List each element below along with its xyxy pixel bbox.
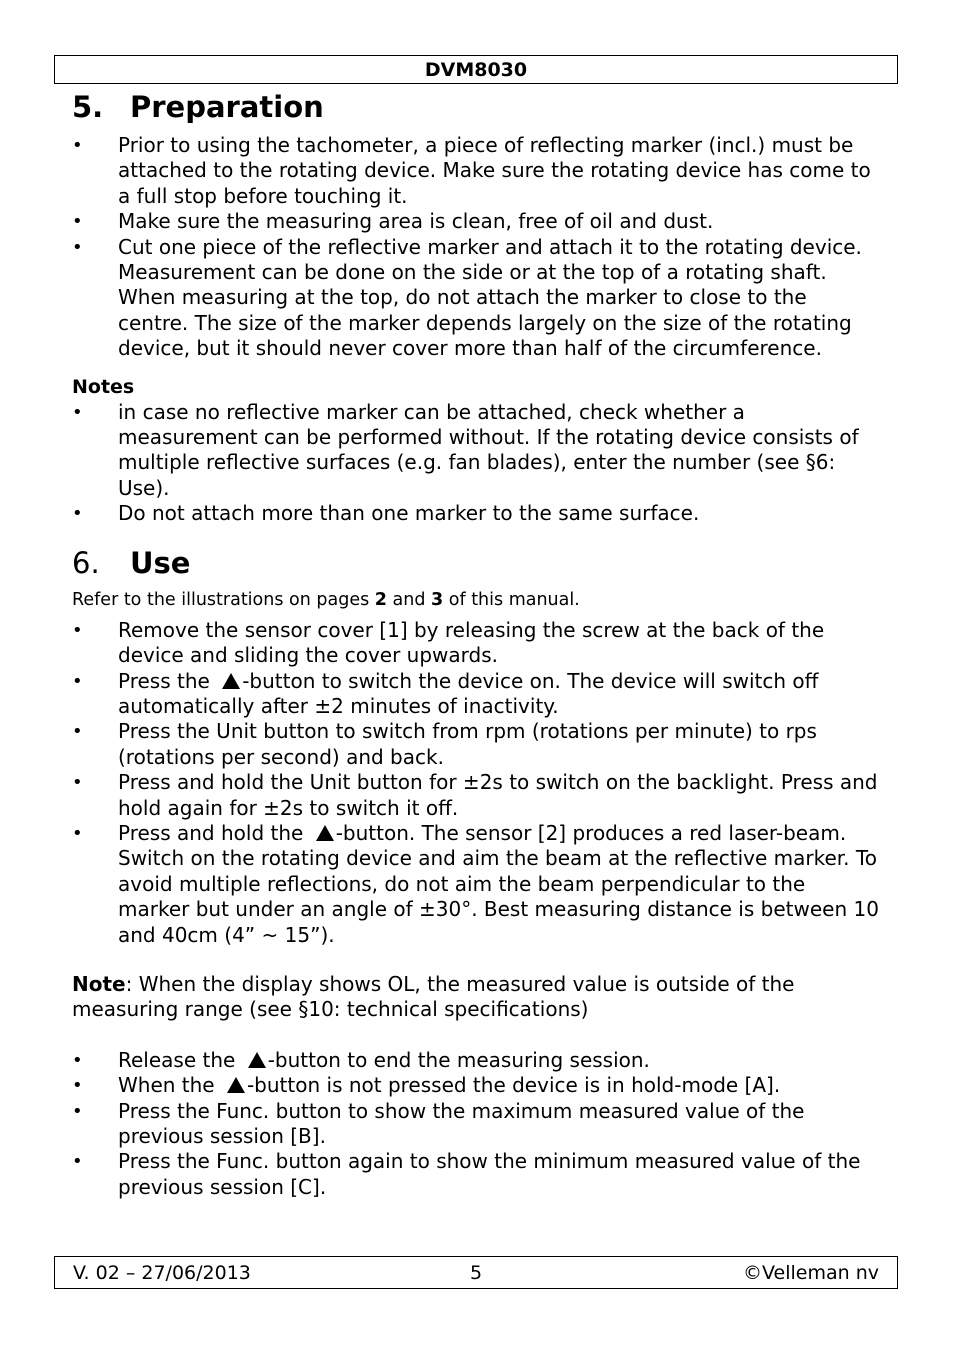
page-footer: [54, 1256, 898, 1289]
intro-text: Refer to the illustrations on pages 2 and 3 of this manual.: [72, 589, 580, 610]
section-5-heading: [72, 88, 880, 126]
list-item: • Press the Func. button again to show the minimum measured value of the previous session [C].: [72, 1149, 880, 1200]
triangle-up-icon: [248, 1052, 266, 1068]
version-date: V. 02 – 27/06/2013: [73, 1262, 251, 1284]
list-item: • Cut one piece of the reflective marker and attach it to the rotating device. Measurement can be done on the side or at the top of a rotating shaft. When measuring at the top, do not attach the marker to close to the centre. The size of the marker depends largely on the size of the rotating device, but it should never cover more than half of the circumference.: [72, 235, 880, 362]
notes-heading: Notes: [72, 375, 135, 398]
section-number: 6.: [72, 545, 100, 580]
triangle-up-icon: [316, 825, 334, 841]
page-content: [72, 88, 880, 1200]
list-item: • Make sure the measuring area is clean, free of oil and dust.: [72, 209, 880, 234]
preparation-list: [72, 133, 880, 362]
list-item: • Press the Unit button to switch from rpm (rotations per minute) to rps (rotations per second) and back.: [72, 719, 880, 770]
list-item: • in case no reflective marker can be attached, check whether a measurement can be performed without. If the rotating device consists of multiple reflective surfaces (e.g. fan blades), enter the number (see §6: Use).: [72, 400, 880, 502]
list-item: • Prior to using the tachometer, a piece of reflecting marker (incl.) must be attached to the rotating device. Make sure the rotating device has come to a full stop before touching it.: [72, 133, 880, 209]
list-item: • Press the -button to switch the device on. The device will switch off automatically after ±2 minutes of inactivity.: [72, 669, 880, 720]
list-item: • Press and hold the -button. The sensor [2] produces a red laser-beam. Switch on the rotating device and aim the beam at the reflective marker. To avoid multiple reflections, do not aim the beam perpendicular to the marker but under an angle of ±30°. Best measuring distance is between 10 and 40cm (4” ~ 15”).: [72, 821, 880, 948]
list-item: • Press and hold the Unit button for ±2s to switch on the backlight. Press and hold again for ±2s to switch it off.: [72, 770, 880, 821]
section-number: 5.: [72, 90, 104, 124]
section-title: Use: [130, 545, 191, 580]
page-header: [54, 55, 898, 84]
list-item: • Remove the sensor cover [1] by releasing the screw at the back of the device and sliding the cover upwards.: [72, 618, 880, 669]
triangle-up-icon: [222, 673, 240, 689]
list-item: • Release the -button to end the measuring session.: [72, 1048, 880, 1073]
triangle-up-icon: [227, 1077, 245, 1093]
use-list: [72, 618, 880, 948]
note-paragraph: Note: When the display shows OL, the measured value is outside of the measuring range (see §10: technical specifications): [72, 971, 795, 1022]
section-6-heading: [72, 544, 880, 582]
use-list-continued: [72, 1048, 880, 1200]
list-item: • Do not attach more than one marker to the same surface.: [72, 501, 880, 526]
section-title: Preparation: [130, 90, 324, 124]
model-number: DVM8030: [424, 59, 528, 81]
list-item: • When the -button is not pressed the device is in hold-mode [A].: [72, 1073, 880, 1098]
copyright: ©Velleman nv: [743, 1262, 879, 1284]
page-number: 5: [469, 1262, 483, 1284]
list-item: • Press the Func. button to show the maximum measured value of the previous session [B].: [72, 1099, 880, 1150]
notes-list: [72, 400, 880, 527]
